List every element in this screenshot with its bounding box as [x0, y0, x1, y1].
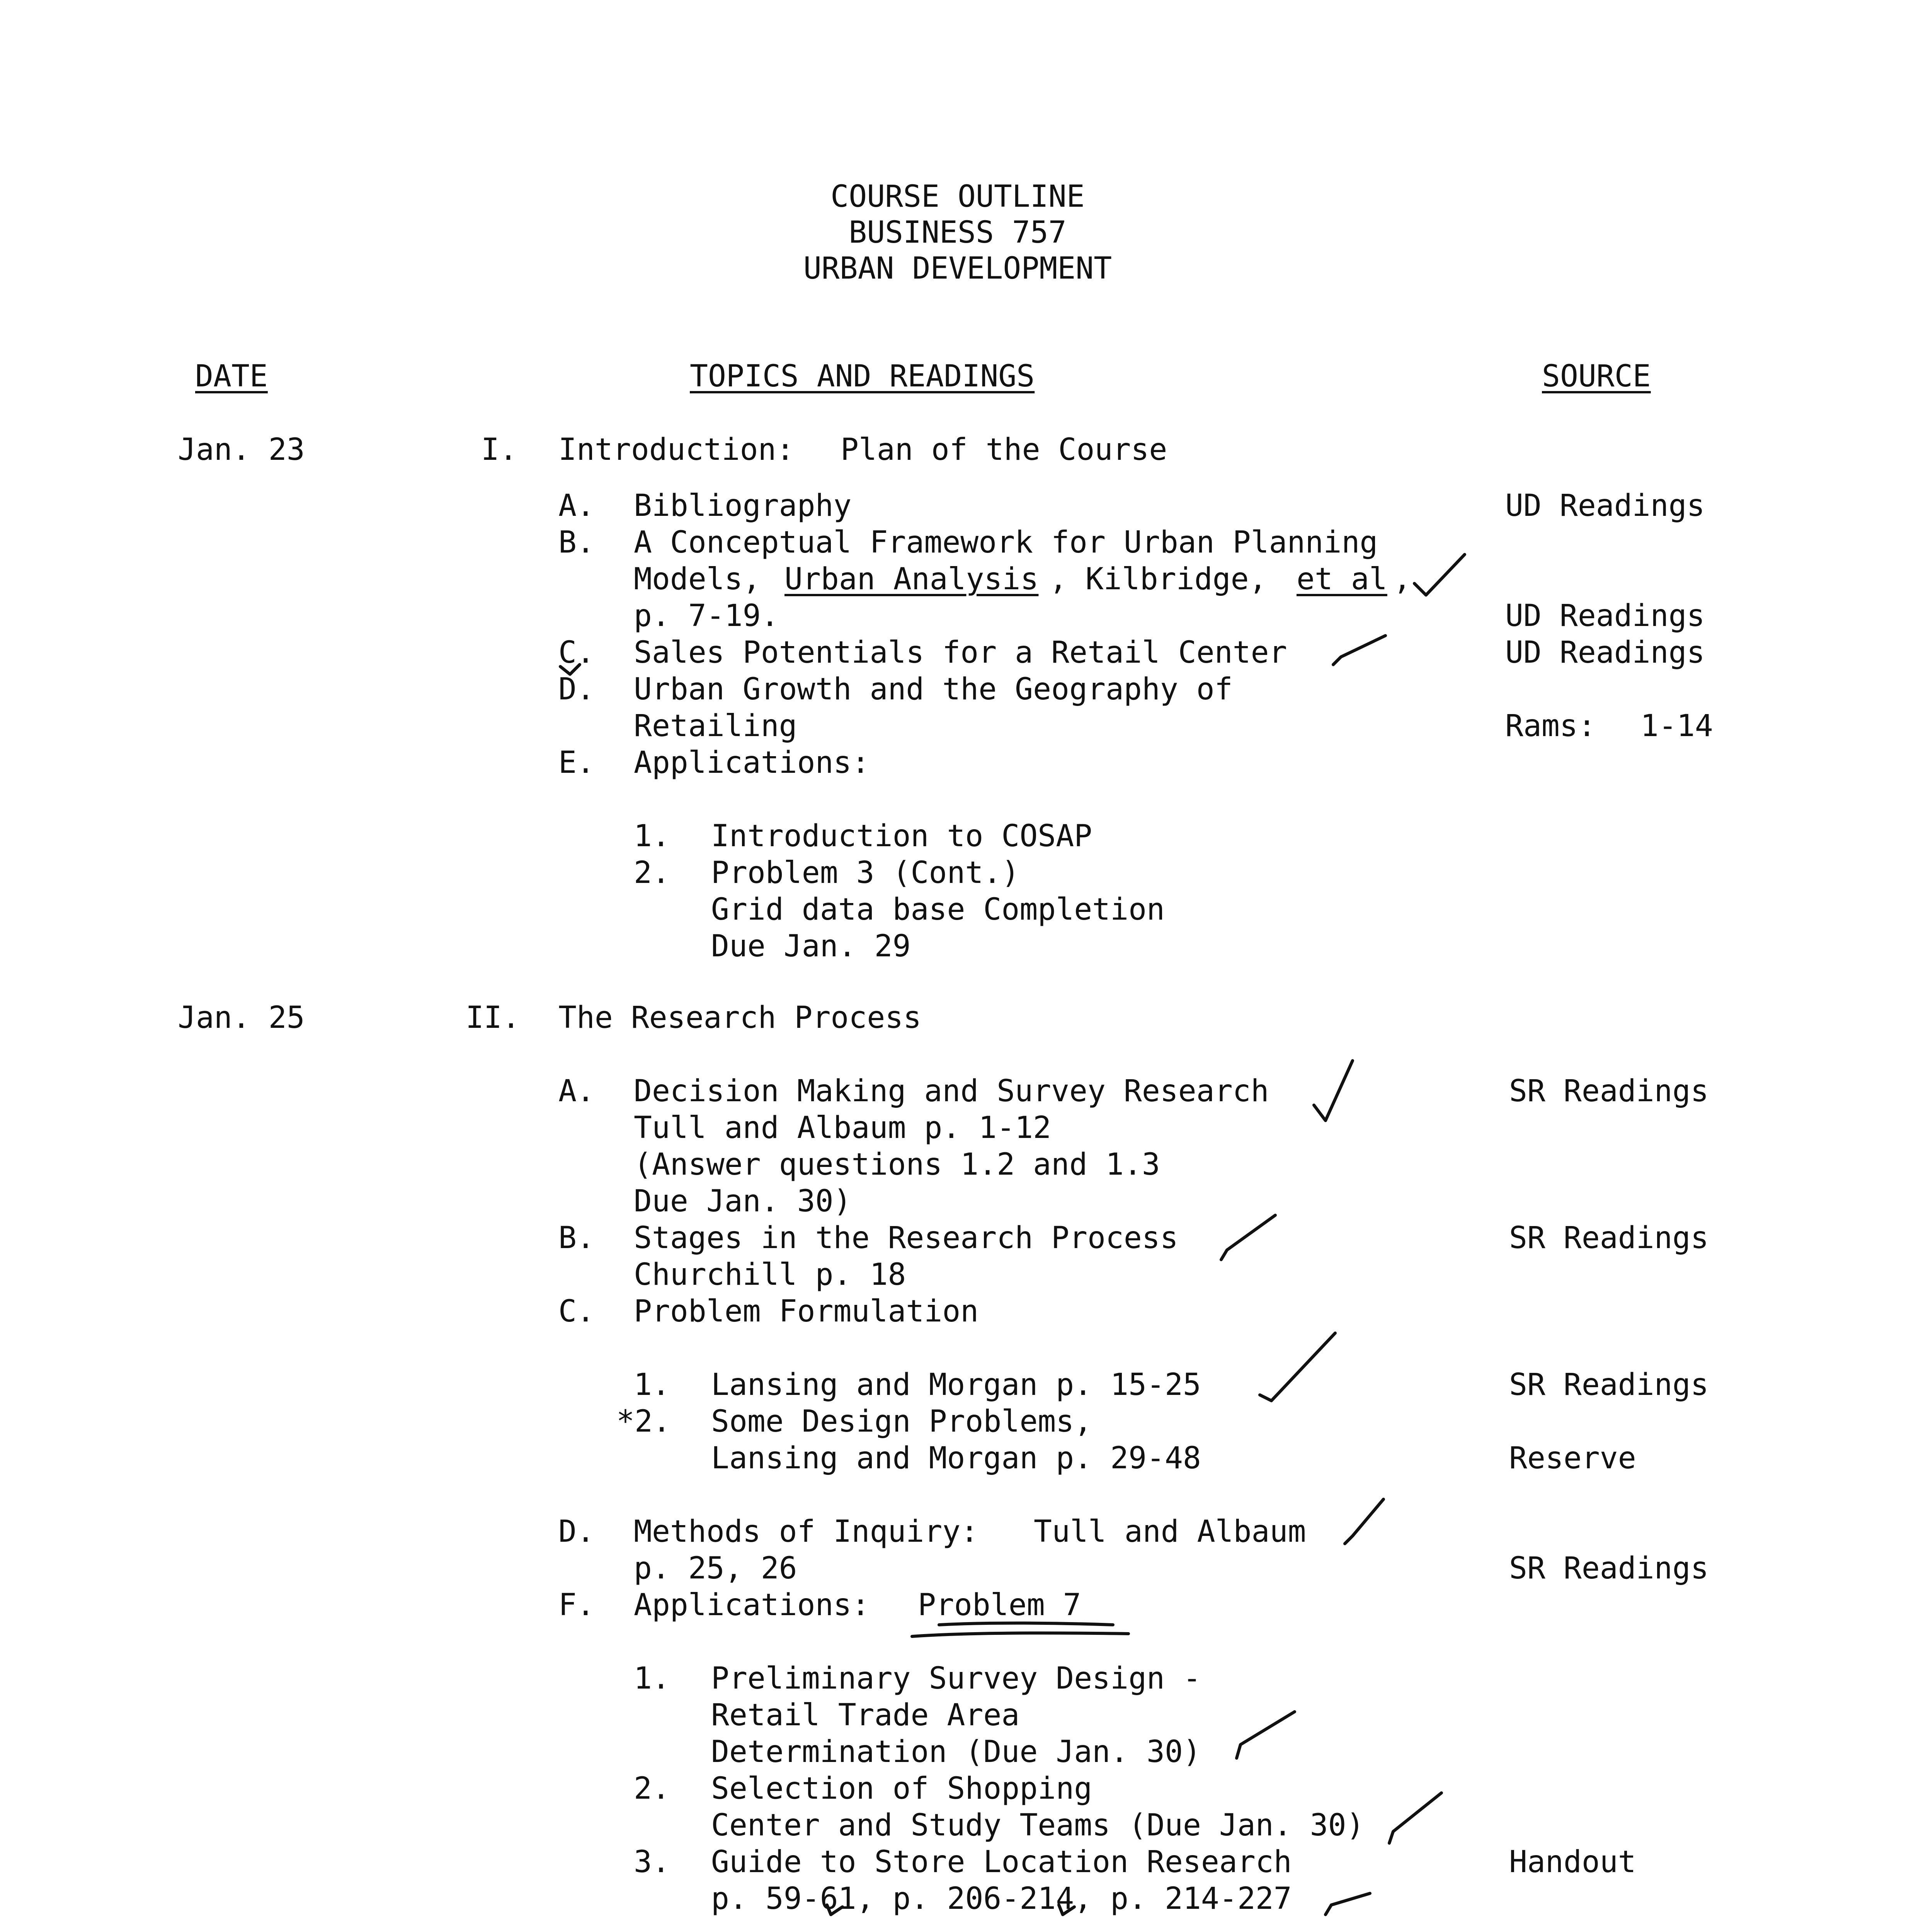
topic-line: Determination (Due Jan. 30) — [711, 1735, 1201, 1769]
topic-line: p. 59-61, p. 206-214, p. 214-227 — [711, 1881, 1292, 1916]
subitem-number: 2. — [634, 855, 670, 890]
item-letter: B. — [558, 1221, 595, 1255]
topic-line: Problem 3 (Cont.) — [711, 855, 1020, 890]
topic-line: Tull and Albaum p. 1-12 — [634, 1111, 1052, 1145]
source-text: SR Readings — [1509, 1551, 1709, 1586]
topic-line: Due Jan. 30) — [634, 1184, 852, 1219]
item-letter: D. — [558, 672, 595, 707]
subitem-number: 3. — [634, 1845, 670, 1879]
source-text: Handout — [1509, 1845, 1636, 1879]
topic-line: p. 7-19. — [634, 599, 779, 633]
checkmark-icon — [1237, 1712, 1295, 1758]
topic-line: Lansing and Morgan p. 15-25 — [711, 1367, 1201, 1402]
topic-line: Stages in the Research Process — [634, 1221, 1178, 1255]
column-header-topics: TOPICS AND READINGS — [690, 359, 1035, 394]
checkmark-icon — [1414, 554, 1465, 595]
title-course-outline: COURSE OUTLINE — [830, 179, 1085, 214]
topic-line: A Conceptual Framework for Urban Planning — [634, 525, 1378, 560]
topic-line: Methods of Inquiry: — [634, 1514, 979, 1549]
date-jan-23: Jan. 23 — [178, 432, 305, 467]
topic-line: Applications: — [634, 745, 870, 780]
source-text: Reserve — [1509, 1441, 1636, 1476]
item-letter: C. — [558, 1294, 595, 1329]
topic-line: p. 25, 26 — [634, 1551, 797, 1586]
source-text: UD Readings — [1505, 488, 1705, 523]
source-text: 1-14 — [1640, 709, 1713, 743]
topic-line: Decision Making and Survey Research — [634, 1074, 1269, 1109]
subitem-number: 1. — [634, 1367, 670, 1402]
topic-line: , — [1393, 562, 1411, 597]
column-header-source: SOURCE — [1542, 359, 1651, 394]
topic-line: Selection of Shopping — [711, 1771, 1092, 1806]
topic-line: , Kilbridge, — [1049, 562, 1267, 597]
topic-line: Grid data base Completion — [711, 892, 1165, 927]
section-number: II. — [466, 1000, 520, 1035]
item-letter: A. — [558, 488, 595, 523]
pen-underline — [912, 1633, 1128, 1636]
column-header-date: DATE — [195, 359, 268, 394]
topic-line: Lansing and Morgan p. 29-48 — [711, 1441, 1201, 1476]
section-title: The Research Process — [558, 1000, 922, 1035]
checkmark-icon — [1333, 636, 1385, 665]
topic-line: Churchill p. 18 — [634, 1257, 906, 1292]
source-text: SR Readings — [1509, 1221, 1709, 1255]
topic-line: Guide to Store Location Research — [711, 1845, 1292, 1879]
source-text: SR Readings — [1509, 1074, 1709, 1109]
topic-line: Problem Formulation — [634, 1294, 979, 1329]
date-jan-25: Jan. 25 — [178, 1000, 305, 1035]
topic-line: Center and Study Teams (Due Jan. 30) — [711, 1808, 1365, 1843]
item-letter: A. — [558, 1074, 595, 1109]
source-text: UD Readings — [1505, 599, 1705, 633]
topic-line: Some Design Problems, — [711, 1404, 1092, 1439]
topic-line: Tull and Albaum — [1034, 1514, 1306, 1549]
subitem-number: *2. — [616, 1404, 671, 1439]
section-title: Plan of the Course — [841, 432, 1167, 467]
pen-underline — [939, 1623, 1113, 1625]
section-title: Introduction: — [558, 432, 795, 467]
topic-line: Sales Potentials for a Retail Center — [634, 635, 1287, 670]
item-letter: E. — [558, 745, 595, 780]
item-letter: C. — [558, 635, 595, 670]
topic-line: Retailing — [634, 709, 797, 743]
checkmark-icon — [1314, 1061, 1353, 1121]
checkmark-icon — [1326, 1893, 1370, 1915]
item-letter: B. — [558, 525, 595, 560]
book-title: et al — [1297, 562, 1387, 597]
checkmark-icon — [1389, 1793, 1441, 1843]
source-text: UD Readings — [1505, 635, 1705, 670]
topic-line: Introduction to COSAP — [711, 819, 1092, 854]
item-letter: F. — [558, 1588, 595, 1622]
topic-line: Urban Growth and the Geography of — [634, 672, 1233, 707]
topic-line: Retail Trade Area — [711, 1698, 1020, 1733]
topic-line: Applications: — [634, 1588, 870, 1622]
topic-line: Bibliography — [634, 488, 852, 523]
section-number: I. — [481, 432, 517, 467]
subitem-number: 1. — [634, 819, 670, 854]
source-text: SR Readings — [1509, 1367, 1709, 1402]
checkmark-icon — [1221, 1215, 1275, 1260]
title-course-name: URBAN DEVELOPMENT — [803, 251, 1112, 286]
source-text: Rams: — [1505, 709, 1596, 743]
subitem-number: 2. — [634, 1771, 670, 1806]
topic-line: Models, — [634, 562, 761, 597]
topic-line: Preliminary Survey Design - — [711, 1661, 1201, 1696]
book-title: Urban Analysis — [784, 562, 1039, 597]
checkmark-icon — [1260, 1333, 1335, 1401]
title-course-number: BUSINESS 757 — [849, 215, 1067, 250]
item-letter: D. — [558, 1514, 595, 1549]
topic-line: (Answer questions 1.2 and 1.3 — [634, 1147, 1160, 1182]
checkmark-icon — [1345, 1499, 1383, 1544]
topic-line: Due Jan. 29 — [711, 929, 911, 964]
topic-line: Problem 7 — [918, 1588, 1081, 1622]
subitem-number: 1. — [634, 1661, 670, 1696]
